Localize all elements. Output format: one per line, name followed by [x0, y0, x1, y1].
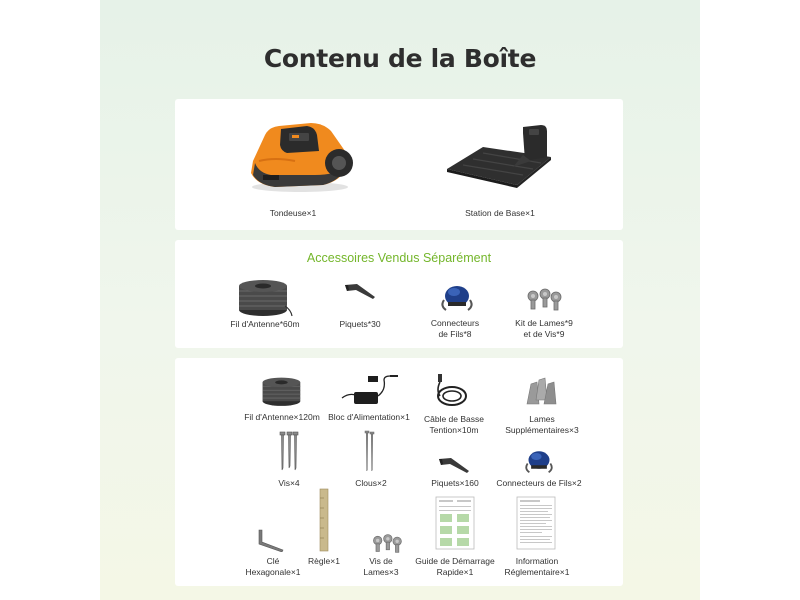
wire-connector-icon — [440, 280, 474, 312]
box-item-label-mower: Tondeuse×1 — [269, 208, 317, 218]
accessory-label-connectors — [405, 318, 505, 339]
included-label-blade-screws-line1: Vis de — [369, 556, 393, 566]
box-contents-card — [175, 99, 623, 230]
screws-icon — [278, 430, 300, 472]
included-label-power-adapter: Bloc d'Alimentation×1 — [328, 412, 410, 422]
accessory-label-connectors-line2: de Fils*8 — [438, 328, 472, 339]
included-label-hex-key-line2: Hexagonale×1 — [245, 566, 301, 577]
peg-icon — [343, 281, 377, 303]
included-label-quick-start-guide-line1: Guide de Démarrage — [415, 556, 495, 566]
accessory-label-blade-kit-line1: Kit de Lames*9 — [515, 318, 573, 328]
included-label-wire: Fil d'Antenne×120m — [244, 412, 320, 422]
included-label-regulatory-info — [487, 556, 587, 577]
included-label-connectors: Connecteurs de Fils×2 — [496, 478, 582, 488]
page-title: Contenu de la Boîte — [263, 44, 537, 73]
included-label-screws: Vis×4 — [278, 478, 300, 488]
charging-station-icon — [443, 117, 558, 189]
blades-screws-icon — [525, 286, 563, 312]
box-item-label-station: Station de Base×1 — [465, 208, 535, 218]
included-label-hex-key-line1: Clé — [266, 556, 280, 566]
included-label-nails: Clous×2 — [355, 478, 387, 488]
robot-mower-icon — [245, 117, 357, 193]
accessory-label-wire: Fil d'Antenne*60m — [230, 319, 300, 329]
included-label-blades-line2: Supplémentaires×3 — [505, 424, 579, 435]
blades-icon — [523, 376, 559, 406]
included-label-cable-line2: Tention×10m — [429, 424, 479, 435]
wire-spool-icon — [261, 374, 305, 408]
included-label-blades-line1: Lames — [529, 414, 555, 424]
wire-spool-icon — [237, 276, 293, 318]
accessories-section-title: Accessoires Vendus Séparément — [306, 251, 492, 265]
power-adapter-icon — [340, 372, 400, 408]
accessory-label-blade-kit-line2: et de Vis*9 — [523, 328, 565, 339]
accessory-label-connectors-line1: Connecteurs — [430, 318, 480, 328]
included-label-blade-screws-line2: Lames×3 — [363, 566, 399, 577]
ruler-icon — [319, 488, 329, 552]
included-accessories-card — [175, 358, 623, 586]
included-label-cable-line1: Câble de Basse — [423, 414, 484, 424]
accessory-label-blade-kit — [494, 318, 594, 339]
included-label-blades — [492, 414, 592, 435]
included-label-pegs: Piquets×160 — [431, 478, 479, 488]
peg-icon — [437, 455, 471, 477]
product-page — [100, 0, 700, 600]
hex-key-icon — [255, 528, 287, 552]
included-label-quick-start-guide-line2: Rapide×1 — [436, 566, 474, 577]
quick-start-guide-icon — [435, 496, 475, 550]
accessories-sold-separately-card — [175, 240, 623, 348]
included-label-regulatory-info-line2: Réglementaire×1 — [504, 566, 570, 577]
included-label-cable — [404, 414, 504, 435]
nails-icon — [364, 430, 376, 472]
accessory-label-pegs: Piquets*30 — [339, 319, 381, 329]
low-voltage-cable-icon — [430, 372, 470, 408]
blade-screws-icon — [370, 532, 404, 554]
included-label-ruler: Règle×1 — [308, 556, 340, 566]
regulatory-info-icon — [516, 496, 556, 550]
included-label-regulatory-info-line1: Information — [515, 556, 559, 566]
wire-connector-icon — [524, 446, 554, 474]
